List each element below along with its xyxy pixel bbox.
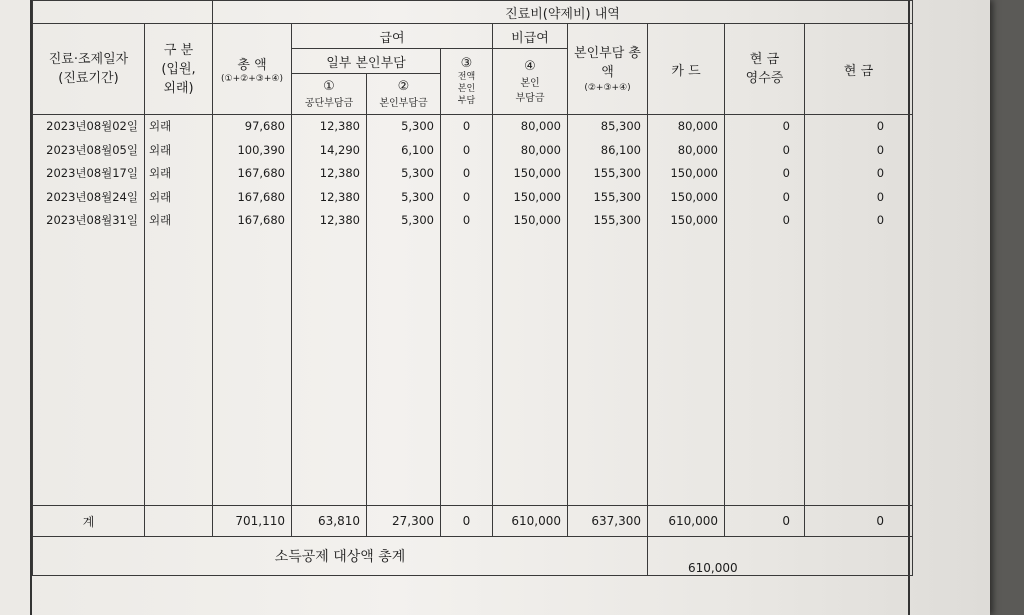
col-date xyxy=(33,115,145,506)
totals-type-empty xyxy=(145,506,213,537)
cell-self: 5,300 xyxy=(401,189,434,204)
header-date xyxy=(33,24,145,115)
col-self-total xyxy=(568,115,648,506)
header-total-formula: (①+②+③+④) xyxy=(221,73,283,84)
cell-noncov: 80,000 xyxy=(520,119,561,133)
cell-date: 2023년08월31일 xyxy=(46,213,138,227)
header-covered: 급여 xyxy=(292,24,493,49)
col-type xyxy=(145,115,213,506)
header-total-text: 총 액 xyxy=(237,57,267,73)
cell-total: 167,680 xyxy=(237,189,285,204)
header-c1-num: ① xyxy=(323,79,335,94)
top-cut-row xyxy=(33,1,213,24)
totals-card: 610,000 xyxy=(648,506,725,537)
cell-self: 5,300 xyxy=(401,119,434,133)
header-c2-text: 본인부담금 xyxy=(379,98,428,109)
cell-public: 12,380 xyxy=(319,119,360,133)
cell-noncov: 150,000 xyxy=(513,166,561,180)
receipt-sheet xyxy=(30,0,910,615)
cell-type: 외래 xyxy=(149,142,172,157)
header-c4 xyxy=(493,49,568,115)
header-c4-num: ④ xyxy=(524,59,536,74)
cell-noncov: 150,000 xyxy=(513,213,561,227)
header-c2 xyxy=(367,74,441,115)
cell-receipt: 0 xyxy=(782,119,790,133)
cell-total: 100,390 xyxy=(237,142,285,157)
cell-total: 167,680 xyxy=(237,166,285,180)
col-full xyxy=(441,115,493,506)
header-c3-text: 전액 본인 부담 xyxy=(457,72,476,106)
totals-total: 701,110 xyxy=(213,506,292,537)
header-cash-receipt-text: 현 금 영수증 xyxy=(745,52,784,86)
cell-full: 0 xyxy=(462,213,471,227)
cell-self: 5,300 xyxy=(401,213,434,227)
deduction-row xyxy=(33,537,913,576)
col-noncov xyxy=(493,115,568,506)
header-type-text: 구 분 (입원, 외래) xyxy=(161,42,196,96)
cell-noncov: 80,000 xyxy=(520,142,561,157)
cell-noncov: 150,000 xyxy=(513,189,561,204)
cell-cash: 0 xyxy=(876,166,885,180)
cell-card: 150,000 xyxy=(670,189,718,204)
col-card xyxy=(648,115,725,506)
cell-receipt: 0 xyxy=(782,142,790,157)
cell-self-total: 155,300 xyxy=(593,189,641,204)
header-cash-receipt xyxy=(725,24,805,115)
medical-expense-table xyxy=(32,0,913,576)
cell-type: 외래 xyxy=(149,189,172,204)
header-self-total xyxy=(568,24,648,115)
totals-cash: 0 xyxy=(805,506,913,537)
cell-self-total: 155,300 xyxy=(593,166,641,180)
col-receipt xyxy=(725,115,805,506)
cell-public: 12,380 xyxy=(319,213,360,227)
header-noncovered: 비급여 xyxy=(493,24,568,49)
cell-self-total: 155,300 xyxy=(593,213,641,227)
header-c2-num: ② xyxy=(397,79,410,94)
header-type xyxy=(145,24,213,115)
cell-card: 150,000 xyxy=(670,166,718,180)
deduction-value: 610,000 xyxy=(648,537,913,576)
header-c4-text: 본인 부담금 xyxy=(515,78,545,104)
cell-full: 0 xyxy=(462,119,471,133)
header-c1 xyxy=(292,74,367,115)
cell-cash: 0 xyxy=(876,189,885,204)
cell-self: 5,300 xyxy=(401,166,434,180)
deduction-label: 소득공제 대상액 총계 xyxy=(33,537,648,576)
cell-cash: 0 xyxy=(876,213,885,227)
header-card: 카 드 xyxy=(648,24,725,115)
cell-self: 6,100 xyxy=(401,142,434,157)
totals-self-total: 637,300 xyxy=(568,506,648,537)
col-cash xyxy=(805,115,913,506)
cell-type: 외래 xyxy=(149,119,172,133)
cell-type: 외래 xyxy=(149,213,172,227)
cell-card: 80,000 xyxy=(677,119,718,133)
totals-full: 0 xyxy=(441,506,493,537)
totals-receipt: 0 xyxy=(725,506,805,537)
cell-receipt: 0 xyxy=(782,189,790,204)
cell-total: 97,680 xyxy=(244,119,285,133)
cell-public: 14,290 xyxy=(319,142,360,157)
col-public xyxy=(292,115,367,506)
header-cash: 현 금 xyxy=(805,24,913,115)
header-c1-text: 공단부담금 xyxy=(304,98,354,109)
cell-cash: 0 xyxy=(876,142,885,157)
header-c3-num: ③ xyxy=(460,56,473,71)
cell-cash: 0 xyxy=(876,119,885,133)
totals-public: 63,810 xyxy=(292,506,367,537)
cell-date: 2023년08월17일 xyxy=(46,166,138,180)
cell-card: 80,000 xyxy=(677,142,718,157)
cell-date: 2023년08월05일 xyxy=(46,142,138,157)
cell-receipt: 0 xyxy=(782,166,790,180)
header-date-text: 진료·조제일자 (진료기간) xyxy=(48,52,129,86)
cell-self-total: 85,300 xyxy=(600,119,641,133)
data-rows xyxy=(33,115,913,506)
table-title: 진료비(약제비) 내역 xyxy=(213,1,913,24)
header-partial: 일부 본인부담 xyxy=(292,49,441,74)
cell-full: 0 xyxy=(462,142,471,157)
cell-card: 150,000 xyxy=(670,213,718,227)
cell-total: 167,680 xyxy=(237,213,285,227)
col-self xyxy=(367,115,441,506)
cell-self-total: 86,100 xyxy=(600,142,641,157)
cell-type: 외래 xyxy=(149,166,172,180)
cell-full: 0 xyxy=(462,189,471,204)
cell-receipt: 0 xyxy=(782,213,790,227)
totals-noncov: 610,000 xyxy=(493,506,568,537)
cell-date: 2023년08월24일 xyxy=(46,189,138,204)
col-total xyxy=(213,115,292,506)
cell-full: 0 xyxy=(462,166,471,180)
cell-public: 12,380 xyxy=(319,166,360,180)
cell-date: 2023년08월02일 xyxy=(46,119,138,133)
header-total xyxy=(213,24,292,115)
totals-self: 27,300 xyxy=(367,506,441,537)
header-c3 xyxy=(441,49,493,115)
totals-label: 계 xyxy=(33,506,145,537)
cell-public: 12,380 xyxy=(319,189,360,204)
header-self-total-text: 본인부담 총 액 xyxy=(574,46,641,80)
header-self-formula: (②+③+④) xyxy=(584,83,631,93)
totals-row xyxy=(33,506,913,537)
